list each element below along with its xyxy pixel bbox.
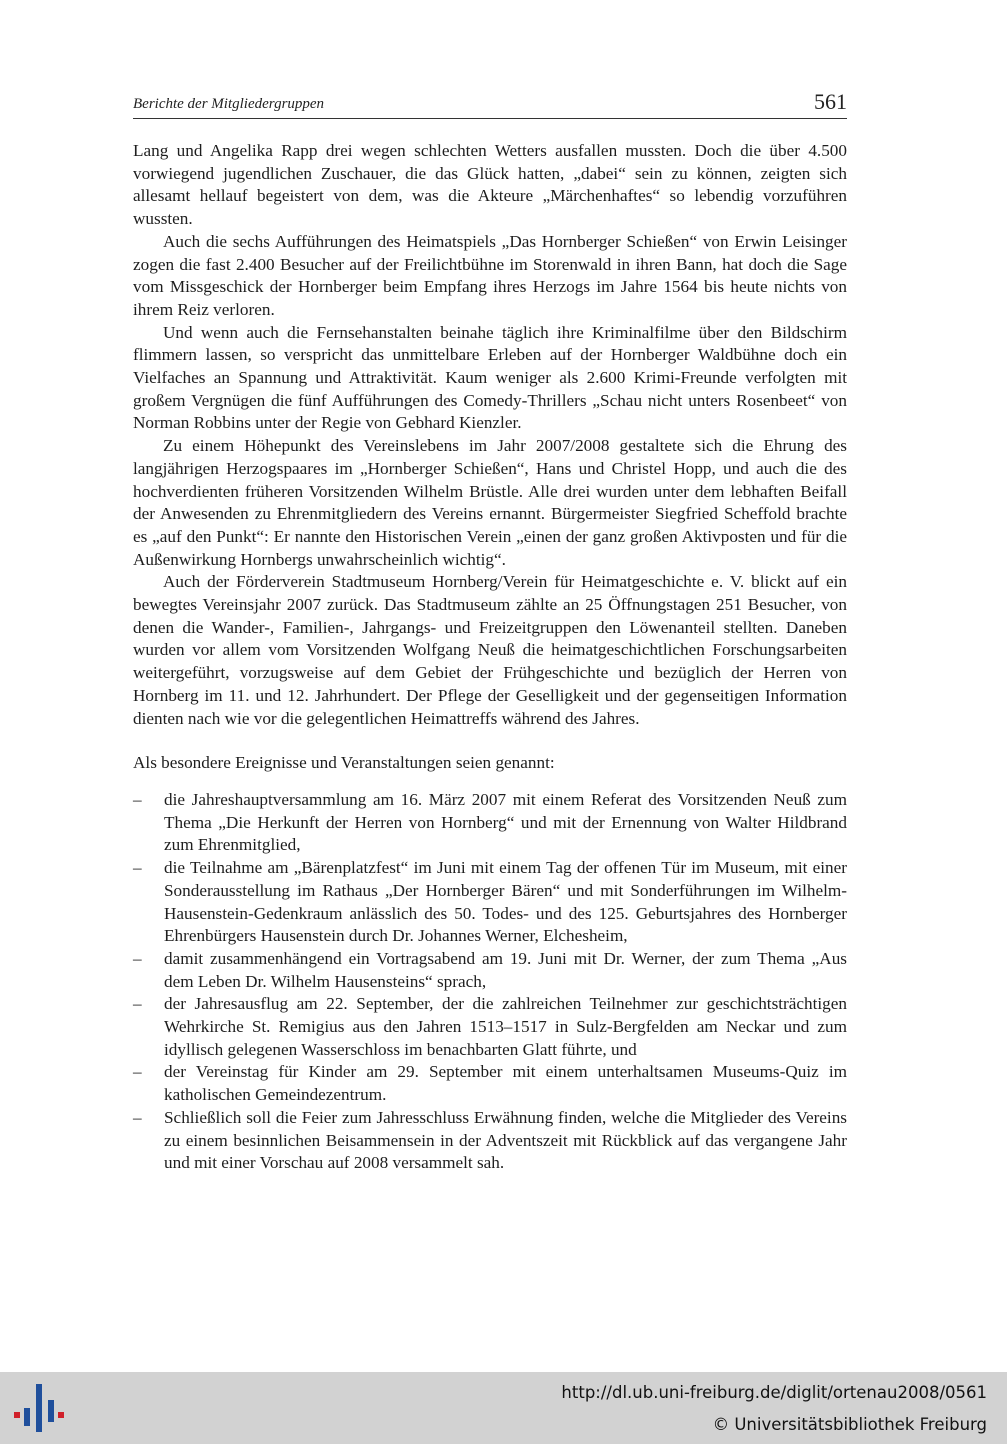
list-item (133, 1107, 847, 1175)
paragraph-ehrung: Zu einem Höhepunkt des Vereinslebens im Jahr 2007/2008 gestaltete sich die Ehrung des langjährigen Herzogspaares im „Hornberger Schießen“, Hans und Christel Hopp, und auch die des hochverdienten früheren Vorsitzenden Wilhelm Brüstle. Alle drei wurden unter dem lebhaften Beifall der Anwesenden zu Ehrenmitgliedern des Vereins ernannt. Bürgermeister Siegfried Scheffold brachte es „auf den Punkt“: Er nannte den Historischen Verein „einen der ganz großen Aktivposten und für die Außenwirkung Hornbergs unwahrscheinlich wichtig“. (133, 436, 847, 569)
list-item (133, 948, 847, 993)
list-dash: – (133, 994, 142, 1014)
list-item-text: die Teilnahme am „Bärenplatzfest“ im Juni mit einem Tag der offenen Tür im Museum, mit einer Sonderausstellung im Rathaus „Der Hornberger Bären“ und mit Sonderführungen im Wilhelm-Hausenstein-Gedenkraum anlässlich des 50. Todes- und des 125. Geburtsjahres des Hornberger Ehrenbürgers Hausenstein durch Dr. Johannes Werner, Elchesheim, (164, 858, 847, 946)
list-item (133, 789, 847, 857)
paragraph-waldbuehne: Und wenn auch die Fernsehanstalten beinahe täglich ihre Kriminalfilme über den Bildschirm flimmern lassen, so verspricht das unmittelbare Erleben auf der Hornberger Waldbühne doch ein Vielfaches an Spannung und Attraktivität. Kaum weniger als 2.600 Krimi-Freunde verfolgten mit großem Vergnügen die fünf Aufführungen des Comedy-Thrillers „Schau nicht unters Rosenbeet“ von Norman Robbins unter der Regie von Gebhard Kienzler. (133, 322, 847, 433)
permalink-url[interactable]: http://dl.ub.uni-freiburg.de/diglit/ortenau2008/0561 (561, 1383, 987, 1402)
page-number: 561 (814, 89, 847, 114)
list-item-text: der Vereinstag für Kinder am 29. September mit einem unterhaltsamen Museums-Quiz im katholischen Gemeindezentrum. (164, 1062, 847, 1105)
list-item (133, 857, 847, 948)
list-dash: – (133, 1107, 142, 1127)
running-title: Berichte der Mitgliedergruppen (133, 96, 325, 112)
list-item-text: damit zusammenhängend ein Vortragsabend am 19. Juni mit Dr. Werner, der zum Thema „Aus dem Leben Dr. Wilhelm Hausensteins“ sprach, (164, 948, 847, 991)
list-item-text: Schließlich soll die Feier zum Jahresschluss Erwähnung finden, welche die Mitglieder des Vereins zu einem besinnlichen Beisammensein in der Adventszeit mit Rückblick auf das vergangene Jahr und mit einer Vorschau auf 2008 versammelt sah. (164, 1107, 847, 1173)
list-intro: Als besondere Ereignisse und Veranstaltungen seien genannt: (133, 753, 555, 773)
list-dash: – (133, 948, 142, 968)
events-list (133, 789, 847, 1175)
list-dash: – (133, 1062, 142, 1082)
list-item-text: die Jahreshauptversammlung am 16. März 2007 mit einem Referat des Vorsitzenden Neuß zum Thema „Die Herkunft der Herren von Hornberg“ und mit der Ernennung von Walter Hildbrand zum Ehrenmitglied, (164, 789, 847, 855)
list-dash: – (133, 789, 142, 809)
list-item (133, 993, 847, 1061)
paragraph-continuation: Lang und Angelika Rapp drei wegen schlechten Wetters ausfallen mussten. Doch die über 4.500 vorwiegend jugendlichen Zuschauer, die das Glück hatten, „dabei“ sein zu können, zeigten sich allesamt hellauf begeistert von dem, was die Akteure „Märchenhaftes“ so lebendig vorzuführen wussten. (133, 141, 847, 229)
list-item-text: der Jahresausflug am 22. September, der die zahlreichen Teilnehmer zur geschichtsträchtigen Wehrkirche St. Remigius aus den Jahren 1513–1517 in Sulz-Bergfelden am Neckar und zum idyllisch gelegenen Wasserschloss im benachbarten Glatt führte, und (164, 994, 847, 1059)
list-dash: – (133, 858, 142, 878)
paragraph-foerderverein: Auch der Förderverein Stadtmuseum Hornberg/Verein für Heimatgeschichte e. V. blickt auf ein bewegtes Vereinsjahr 2007 zurück. Das Stadtmuseum zählte an 25 Öffnungstagen 251 Besucher, von denen die Wander-, Familien-, Jahrgangs- und Freizeitgruppen den Löwenanteil stellten. Daneben wurden vor allem vom Vorsitzenden Wolfgang Neuß die heimatgeschichtlichen Forschungsarbeiten weitergeführt, vorzugsweise auf dem Gebiet der Frühgeschichte und bezüglich der Herren von Hornberg im 11. und 12. Jahrhundert. Der Pflege der Geselligkeit und der gegenseitigen Information dienten nach wie vor die gelegentlichen Heimattreffs während des Jahres. (133, 572, 847, 728)
library-logo-icon (14, 1384, 64, 1432)
copyright-notice: © Universitätsbibliothek Freiburg (712, 1415, 987, 1434)
body-text (133, 140, 847, 1175)
list-item (133, 1061, 847, 1106)
paragraph-heimatspiel: Auch die sechs Aufführungen des Heimatspiels „Das Hornberger Schießen“ von Erwin Leisinger zogen die fast 2.400 Besucher auf der Freilichtbühne im Storenwald in ihren Bann, hat doch die Sage vom Missgeschick der Hornberger beim Empfang ihres Herzogs im Jahre 1564 bis heute nichts von ihrem Reiz verloren. (133, 231, 847, 319)
page-header (133, 82, 847, 119)
footer-bar (0, 1372, 1007, 1444)
